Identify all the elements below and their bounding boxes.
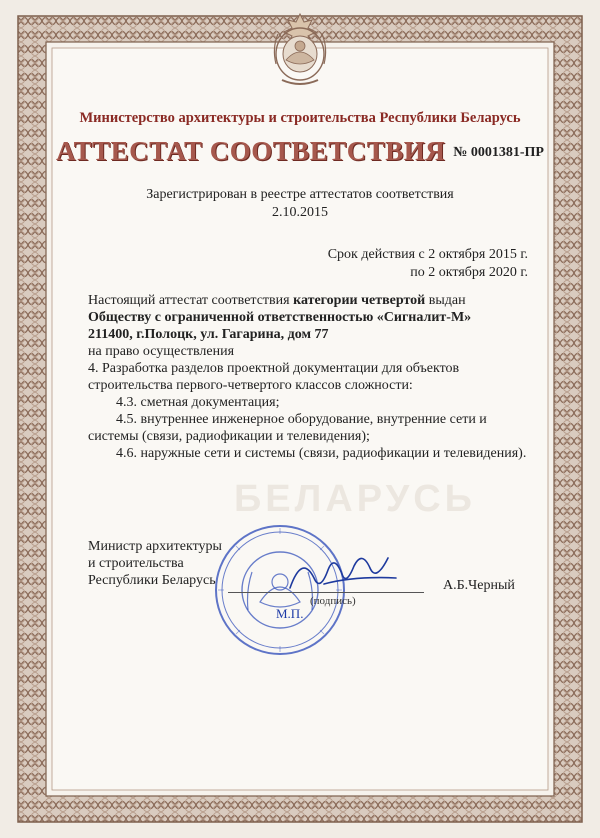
item-4-6: 4.6. наружные сети и системы (связи, радиофикации и телевидения). <box>116 446 527 461</box>
issued-text-end: выдан <box>425 293 466 308</box>
minister-title: Министр архитектуры и строительства Республики Беларусь <box>88 539 222 588</box>
category-text: категории четвертой <box>293 293 426 308</box>
certificate-body <box>88 292 528 462</box>
certificate-number: № 0001381-ПР <box>453 145 544 160</box>
ministry-name: Министерство архитектуры и строительства Республики Беларусь <box>79 110 521 126</box>
registration-block <box>0 186 600 222</box>
emblem-icon <box>262 8 338 90</box>
company-address: 211400, г.Полоцк, ул. Гагарина, дом 77 <box>88 327 329 342</box>
validity-from: Срок действия с 2 октября 2015 г. <box>327 247 528 262</box>
signatory-name: А.Б.Черный <box>443 578 515 593</box>
item-4: 4. Разработка разделов проектной документации для объектов строительства первого-четвертого классов сложности: <box>88 361 460 393</box>
item-4-3: 4.3. сметная документация; <box>116 395 280 410</box>
validity-to: по 2 октября 2020 г. <box>410 265 528 280</box>
validity-block <box>328 246 528 282</box>
signature-caption: (подпись) <box>310 595 356 607</box>
title-row <box>0 136 600 167</box>
item-4-5: 4.5. внутреннее инженерное оборудование, внутренние сети и системы (связи, радиофикации и телевидения); <box>88 412 487 444</box>
signature-line <box>228 592 424 593</box>
seal-place-label: М.П. <box>276 606 304 621</box>
issued-paragraph <box>88 292 528 309</box>
registration-date: 2.10.2015 <box>272 205 328 220</box>
issued-text-start: Настоящий аттестат соответствия <box>88 293 294 308</box>
company-name: Обществу с ограниченной ответственностью «Сигналит-М» <box>88 310 472 325</box>
watermark-text: БЕЛАРУСЬ <box>233 478 476 520</box>
document-title: АТТЕСТАТ СООТВЕТСТВИЯ <box>56 136 446 166</box>
right-to-text: на право осуществления <box>88 344 235 359</box>
registration-text: Зарегистрирован в реестре аттестатов соответствия <box>146 187 454 202</box>
